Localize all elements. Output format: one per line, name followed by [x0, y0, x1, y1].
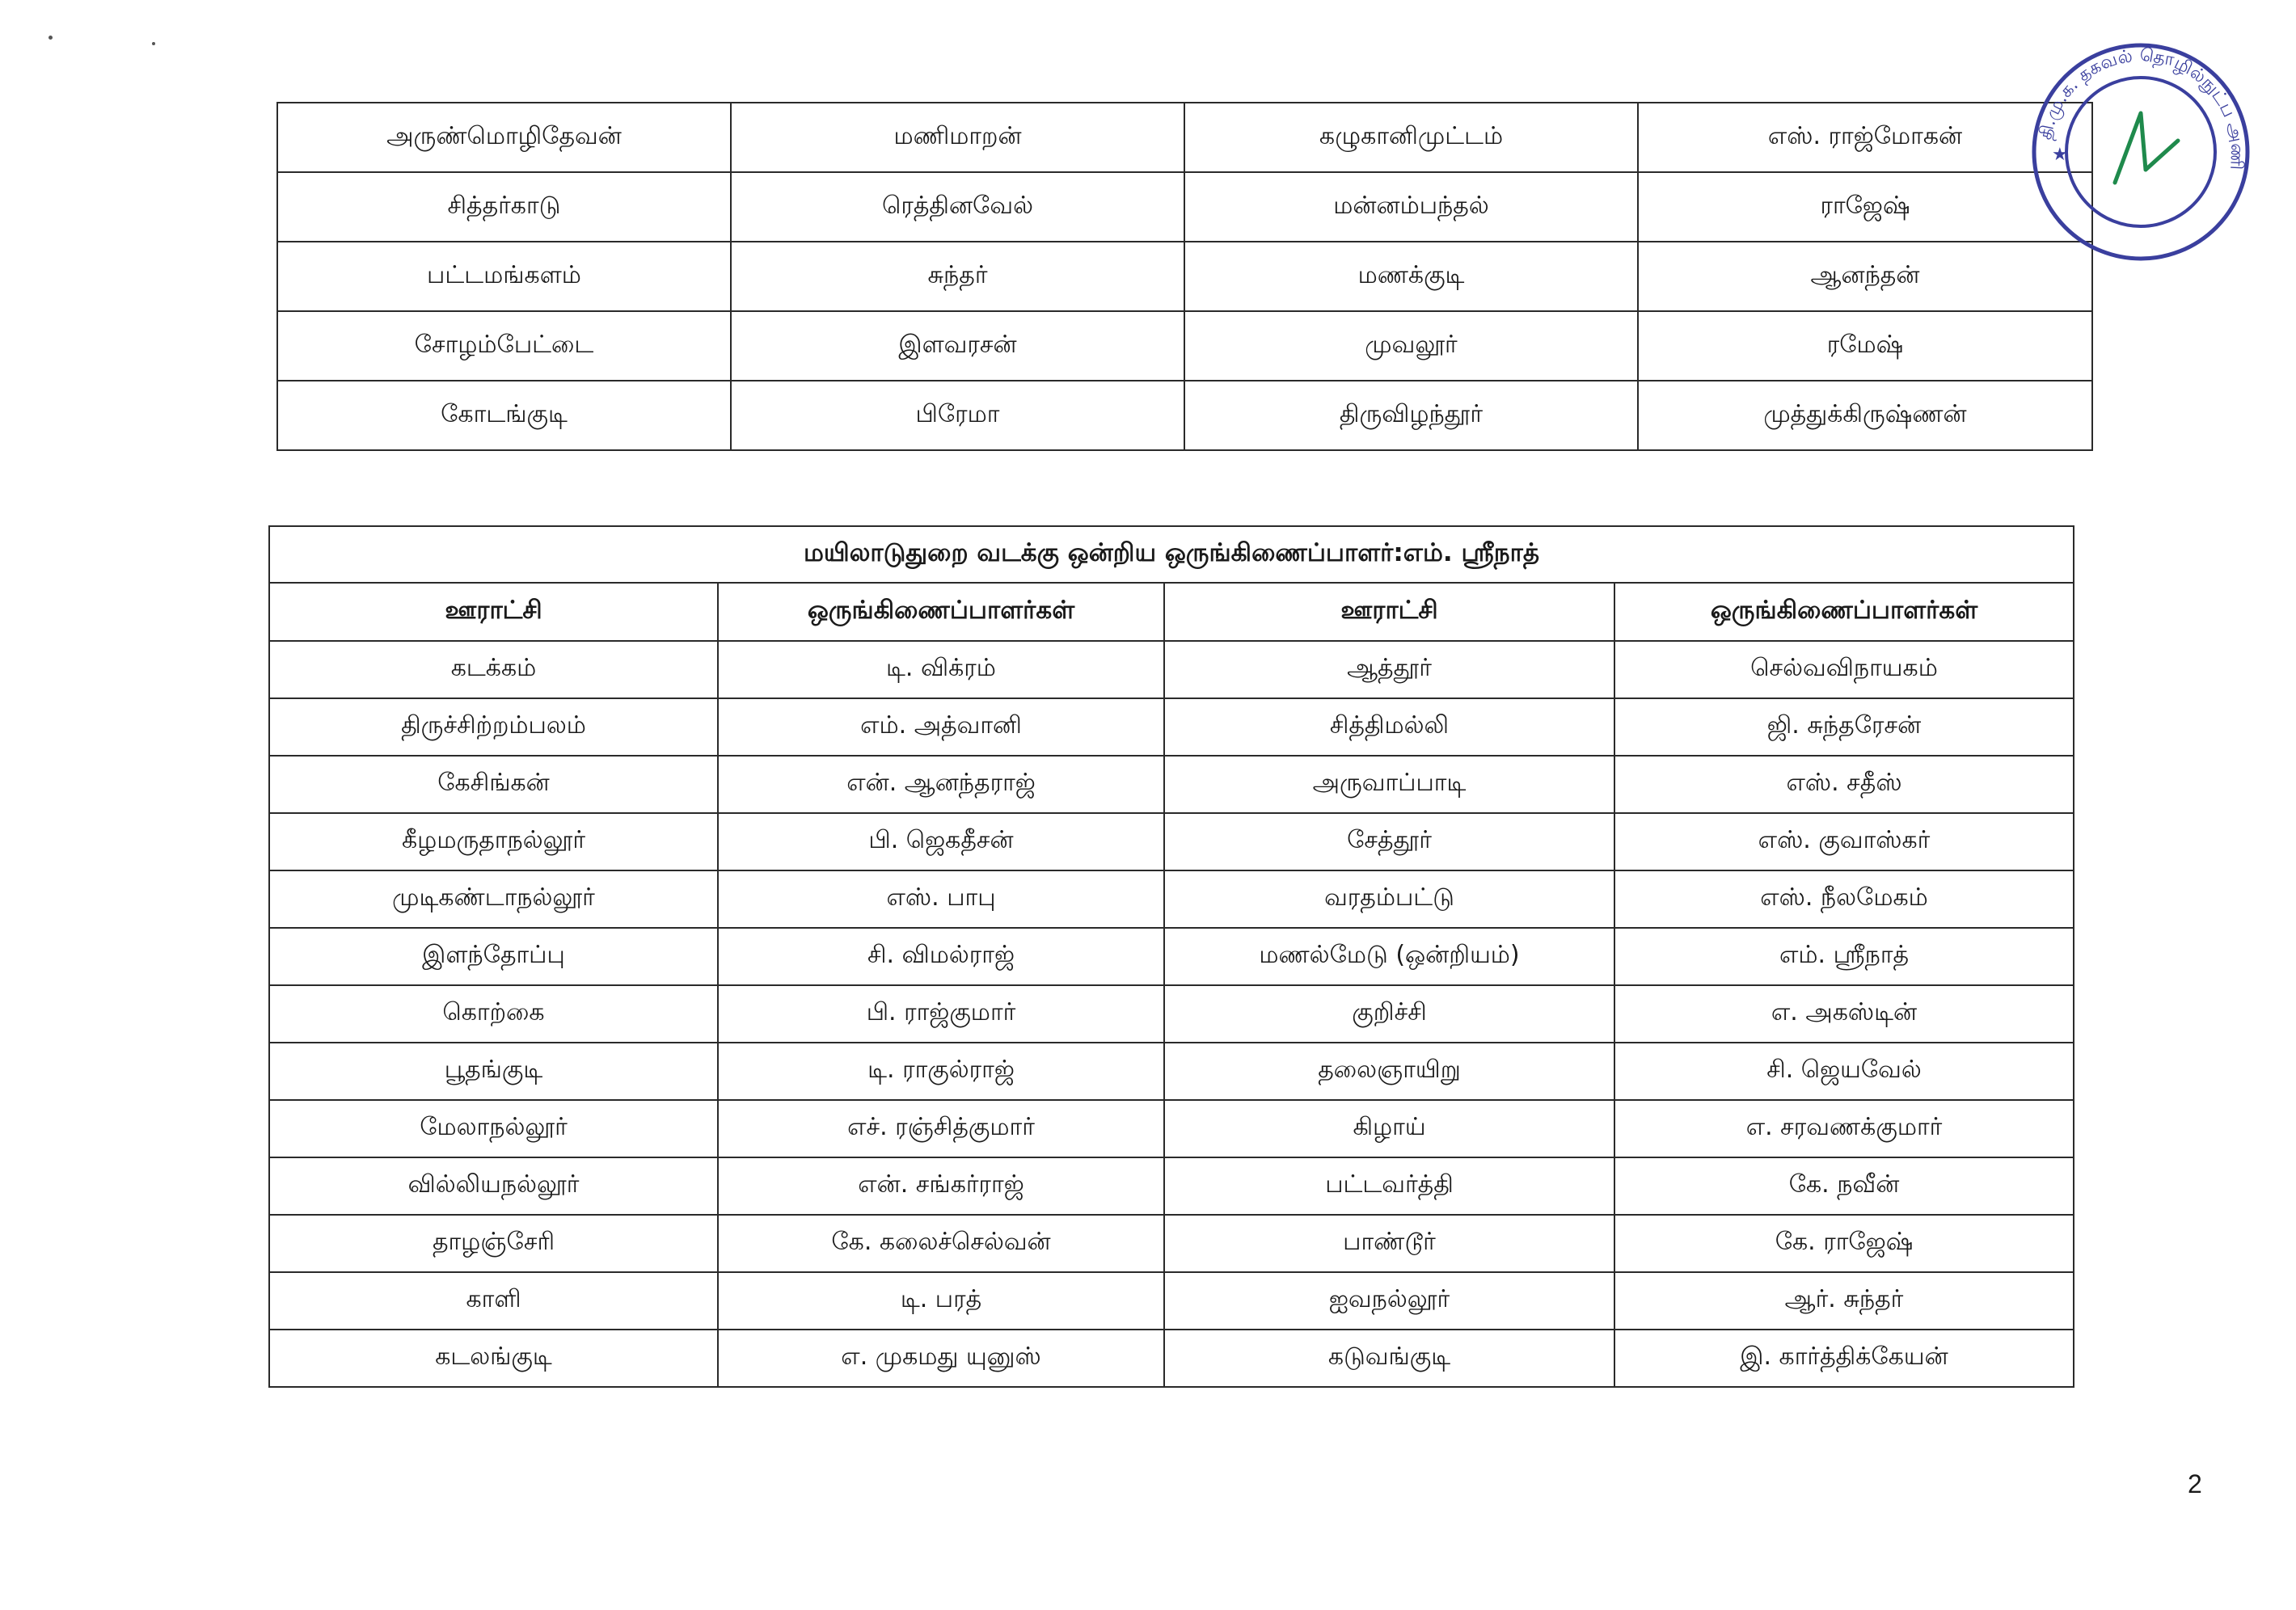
- table-row: [269, 1157, 2074, 1215]
- table-row: [277, 381, 2092, 450]
- table-header-row: [269, 583, 2074, 641]
- coordinator-cell: எஸ். சதீஸ்: [1614, 756, 2074, 813]
- panchayat-cell: குறிச்சி: [1164, 985, 1614, 1043]
- panchayat-cell: கீழமருதாநல்லூர்: [269, 813, 718, 870]
- column-header: ஒருங்கிணைப்பாளர்கள்: [718, 583, 1164, 641]
- coordinator-cell: இ. கார்த்திக்கேயன்: [1614, 1330, 2074, 1387]
- table-row: [269, 1330, 2074, 1387]
- panchayat-cell: கழுகானிமுட்டம்: [1184, 103, 1638, 172]
- coordinator-cell: டி. ராகுல்ராஜ்: [718, 1043, 1164, 1100]
- coordinator-cell: சி. ஜெயவேல்: [1614, 1043, 2074, 1100]
- coordinator-cell: எஸ். நீலமேகம்: [1614, 870, 2074, 928]
- table-row: [269, 1215, 2074, 1272]
- coordinators-table-continued: [276, 102, 2093, 451]
- panchayat-cell: ஐவநல்லூர்: [1164, 1272, 1614, 1330]
- coordinator-cell: என். சங்கர்ராஜ்: [718, 1157, 1164, 1215]
- panchayat-cell: கோடங்குடி: [277, 381, 731, 450]
- panchayat-cell: முவலூர்: [1184, 311, 1638, 381]
- stamp-star-icon: ★: [2052, 145, 2068, 165]
- coordinator-cell: எ. முகமது யுனுஸ்: [718, 1330, 1164, 1387]
- coordinator-cell: டி. பரத்: [718, 1272, 1164, 1330]
- coordinator-cell: எஸ். குவாஸ்கர்: [1614, 813, 2074, 870]
- panchayat-cell: மணக்குடி: [1184, 242, 1638, 311]
- coordinator-cell: மணிமாறன்: [731, 103, 1184, 172]
- signature-mark: [2115, 113, 2178, 183]
- coordinator-cell: கே. நவீன்: [1614, 1157, 2074, 1215]
- panchayat-cell: கொற்கை: [269, 985, 718, 1043]
- panchayat-cell: காளி: [269, 1272, 718, 1330]
- coordinator-cell: முத்துக்கிருஷ்ணன்: [1638, 381, 2092, 450]
- stamp-inner-ring: [2066, 78, 2215, 226]
- panchayat-cell: பட்டமங்களம்: [277, 242, 731, 311]
- panchayat-cell: சித்திமல்லி: [1164, 698, 1614, 756]
- table-row: [269, 985, 2074, 1043]
- coordinator-cell: எஸ். ராஜ்மோகன்: [1638, 103, 2092, 172]
- table-title: மயிலாடுதுறை வடக்கு ஒன்றிய ஒருங்கிணைப்பாளர்:எம். ஸ்ரீநாத்: [269, 526, 2074, 583]
- panchayat-cell: கேசிங்கன்: [269, 756, 718, 813]
- table-row: [269, 1043, 2074, 1100]
- column-header: ஊராட்சி: [269, 583, 718, 641]
- scan-speck: [152, 42, 155, 45]
- column-header: ஊராட்சி: [1164, 583, 1614, 641]
- panchayat-cell: அருவாப்பாடி: [1164, 756, 1614, 813]
- panchayat-cell: சித்தர்காடு: [277, 172, 731, 242]
- table-row: [277, 172, 2092, 242]
- coordinators-table-body: [277, 103, 2092, 450]
- coordinator-cell: டி. விக்ரம்: [718, 641, 1164, 698]
- panchayat-cell: ஆத்தூர்: [1164, 641, 1614, 698]
- coordinator-cell: எஸ். பாபு: [718, 870, 1164, 928]
- coordinator-cell: ரமேஷ்: [1638, 311, 2092, 381]
- panchayat-cell: கடலங்குடி: [269, 1330, 718, 1387]
- table-row: [269, 641, 2074, 698]
- coordinator-cell: எம். ஸ்ரீநாத்: [1614, 928, 2074, 985]
- coordinator-cell: ஆர். சுந்தர்: [1614, 1272, 2074, 1330]
- panchayat-cell: கடுவங்குடி: [1164, 1330, 1614, 1387]
- table-title-row: [269, 526, 2074, 583]
- panchayat-cell: இளந்தோப்பு: [269, 928, 718, 985]
- mayiladuthurai-north-table: [268, 525, 2074, 1388]
- panchayat-cell: சேத்தூர்: [1164, 813, 1614, 870]
- coordinator-cell: ரெத்தினவேல்: [731, 172, 1184, 242]
- table-row: [277, 103, 2092, 172]
- coordinator-cell: என். ஆனந்தராஜ்: [718, 756, 1164, 813]
- table-row: [269, 928, 2074, 985]
- panchayat-cell: கிழாய்: [1164, 1100, 1614, 1157]
- coordinator-cell: இளவரசன்: [731, 311, 1184, 381]
- table-row: [269, 1272, 2074, 1330]
- coordinator-cell: ராஜேஷ்: [1638, 172, 2092, 242]
- column-header: ஒருங்கிணைப்பாளர்கள்: [1614, 583, 2074, 641]
- coordinator-cell: கே. ராஜேஷ்: [1614, 1215, 2074, 1272]
- coordinator-cell: செல்வவிநாயகம்: [1614, 641, 2074, 698]
- party-seal-stamp: [2028, 39, 2254, 265]
- mayiladuthurai-north-table-body: [269, 526, 2074, 1387]
- panchayat-cell: மேலாநல்லூர்: [269, 1100, 718, 1157]
- panchayat-cell: மன்னம்பந்தல்: [1184, 172, 1638, 242]
- panchayat-cell: திருச்சிற்றம்பலம்: [269, 698, 718, 756]
- coordinator-cell: சி. விமல்ராஜ்: [718, 928, 1164, 985]
- panchayat-cell: வில்லியநல்லூர்: [269, 1157, 718, 1215]
- table-row: [277, 311, 2092, 381]
- panchayat-cell: தாழஞ்சேரி: [269, 1215, 718, 1272]
- coordinator-cell: பி. ராஜ்குமார்: [718, 985, 1164, 1043]
- table-row: [269, 756, 2074, 813]
- panchayat-cell: சோழம்பேட்டை: [277, 311, 731, 381]
- table-row: [269, 1100, 2074, 1157]
- panchayat-cell: தலைஞாயிறு: [1164, 1043, 1614, 1100]
- table-row: [269, 813, 2074, 870]
- panchayat-cell: மணல்மேடு (ஒன்றியம்): [1164, 928, 1614, 985]
- panchayat-cell: கடக்கம்: [269, 641, 718, 698]
- coordinator-cell: எம். அத்வானி: [718, 698, 1164, 756]
- coordinator-cell: பி. ஜெகதீசன்: [718, 813, 1164, 870]
- panchayat-cell: பட்டவர்த்தி: [1164, 1157, 1614, 1215]
- panchayat-cell: அருண்மொழிதேவன்: [277, 103, 731, 172]
- panchayat-cell: பாண்டூர்: [1164, 1215, 1614, 1272]
- panchayat-cell: பூதங்குடி: [269, 1043, 718, 1100]
- table-row: [277, 242, 2092, 311]
- coordinator-cell: ஆனந்தன்: [1638, 242, 2092, 311]
- coordinator-cell: எ. அகஸ்டின்: [1614, 985, 2074, 1043]
- table-row: [269, 698, 2074, 756]
- stamp-lettering: தி.மு.க. தகவல் தொழில்நுட்ப அணி: [2035, 44, 2247, 171]
- panchayat-cell: வரதம்பட்டு: [1164, 870, 1614, 928]
- page-number: 2: [2188, 1469, 2202, 1498]
- table-row: [269, 870, 2074, 928]
- coordinator-cell: பிரேமா: [731, 381, 1184, 450]
- coordinator-cell: கே. கலைச்செல்வன்: [718, 1215, 1164, 1272]
- panchayat-cell: திருவிழந்தூர்: [1184, 381, 1638, 450]
- coordinator-cell: ஜி. சுந்தரேசன்: [1614, 698, 2074, 756]
- coordinator-cell: எச். ரஞ்சித்குமார்: [718, 1100, 1164, 1157]
- panchayat-cell: முடிகண்டாநல்லூர்: [269, 870, 718, 928]
- coordinator-cell: எ. சரவணக்குமார்: [1614, 1100, 2074, 1157]
- coordinator-cell: சுந்தர்: [731, 242, 1184, 311]
- scan-speck: [49, 36, 53, 40]
